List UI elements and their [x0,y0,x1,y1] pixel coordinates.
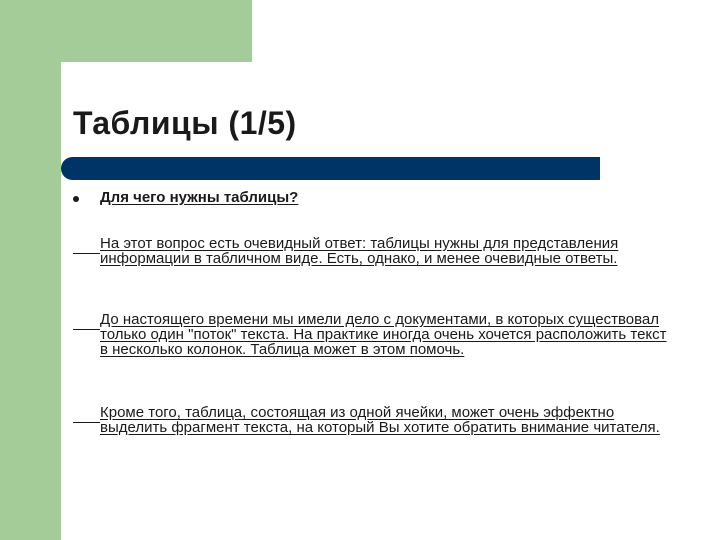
paragraph-indent-line [73,329,100,330]
paragraph-2: До настоящего времени мы имели дело с документами, в которых существовал только один "поток" текста. На практике иногда очень хочется расположить текст в несколько колонок. Таблица может в этом помочь. [100,311,667,358]
section-heading: Для чего нужны таблицы? [100,189,299,206]
paragraph-indent-line [73,253,100,254]
slide-title: Таблицы (1/5) [73,105,297,141]
bullet-icon [73,196,79,202]
paragraph-3: Кроме того, таблица, состоящая из одной ячейки, может очень эффектно выделить фрагмент текста, на который Вы хотите обратить внимание читателя. [100,404,660,436]
decorative-top-block [0,0,252,62]
title-underline-bar [61,157,600,180]
paragraph-indent-line [73,422,100,423]
paragraph-1: На этот вопрос есть очевидный ответ: таблицы нужны для представления информации в табличном виде. Есть, однако, и менее очевидные ответы. [100,235,619,267]
decorative-side-strip [0,0,61,540]
